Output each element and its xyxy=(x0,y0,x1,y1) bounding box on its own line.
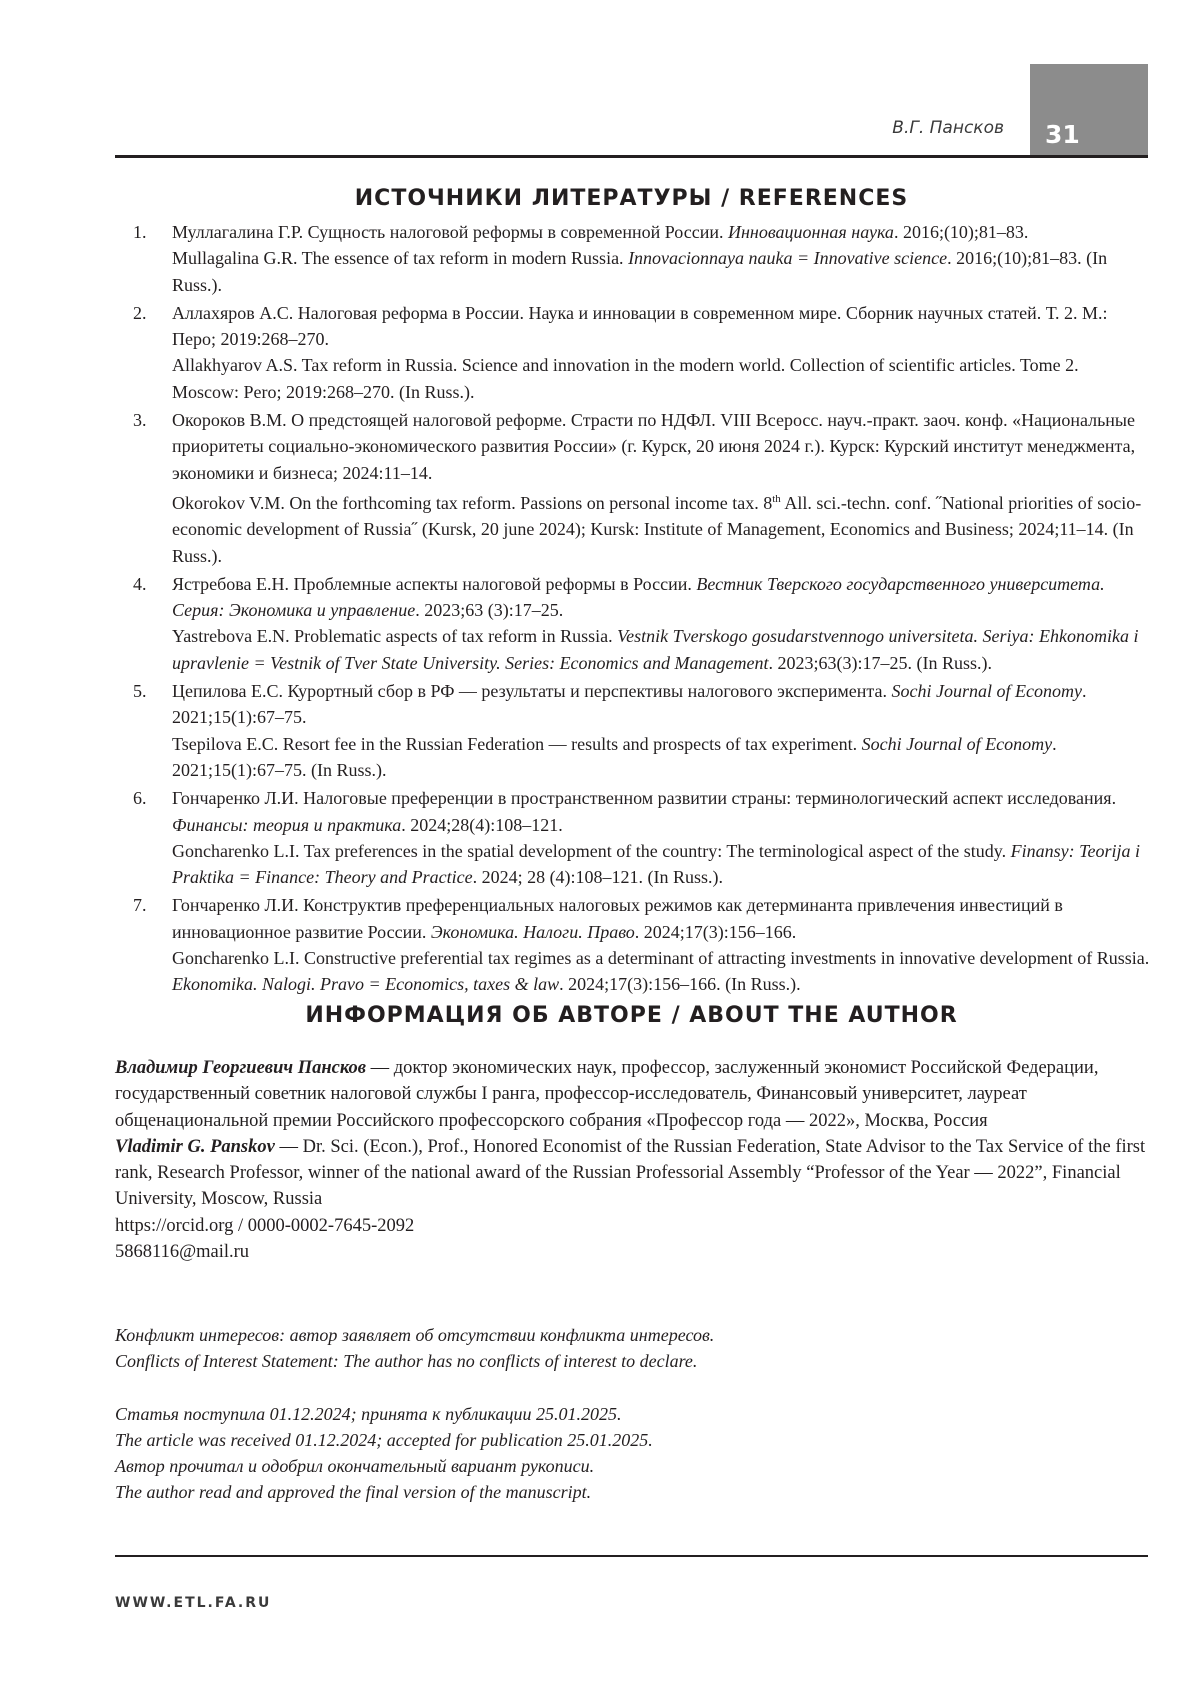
text-run: Okorokov V.M. On the forthcoming tax reform. Passions on personal income tax. 8 xyxy=(172,492,773,513)
italic-run: Вестник Тверского государственного университета. Серия: Экономика и управление xyxy=(172,573,1105,621)
reference-item xyxy=(115,219,1150,298)
text-run: . 2023;63(3):17–25. (In Russ.). xyxy=(768,652,993,673)
reference-en xyxy=(172,945,1150,998)
reference-item xyxy=(115,785,1150,890)
author-info xyxy=(115,1055,1155,1265)
reference-number: 1. xyxy=(133,222,147,242)
reference-number: 4. xyxy=(133,573,147,594)
reference-en xyxy=(172,623,1150,676)
text-run: All. sci.-techn. conf. ˝National priorities of socio-economic development of Russia˝ (Kursk, 20 june 2024); Kursk: Institute of Management, Economics and Business; 2024;11–14. (In Russ.). xyxy=(172,492,1142,566)
references-title: ИСТОЧНИКИ ЛИТЕРАТУРЫ / REFERENCES xyxy=(354,186,909,211)
orcid-link[interactable]: https://orcid.org / 0000-0002-7645-2092 xyxy=(115,1215,415,1236)
text-run: . 2024;17(3):156–166. xyxy=(634,921,797,942)
received-ru: Статья поступила 01.12.2024; принята к публикации 25.01.2025. xyxy=(115,1403,622,1424)
reference-en xyxy=(172,352,1150,405)
article-notes xyxy=(115,1322,1155,1506)
reference-item xyxy=(115,678,1150,783)
text-run: Ястребова Е.Н. Проблемные аспекты налоговой реформы в России. xyxy=(172,573,697,594)
footer-rule xyxy=(115,1555,1148,1557)
reference-en xyxy=(172,486,1150,569)
reference-body xyxy=(172,407,1150,569)
conflict-ru: Конфликт интересов: автор заявляет об отсутствии конфликта интересов. xyxy=(115,1325,715,1345)
reference-ru xyxy=(172,571,1150,624)
reference-en xyxy=(172,731,1150,784)
journal-website-link[interactable]: WWW.ETL.FA.RU xyxy=(115,1595,272,1611)
reference-number: 5. xyxy=(133,681,147,702)
reference-ru xyxy=(172,678,1150,731)
running-header-author: В.Г. Пансков xyxy=(892,118,1004,138)
reference-en xyxy=(172,245,1150,298)
text-run: . 2021;15(1):67–75. (In Russ.). xyxy=(172,733,1057,780)
conflict-en: Conflicts of Interest Statement: The author has no conflicts of interest to declare. xyxy=(115,1351,698,1372)
text-run: Goncharenko L.I. Tax preferences in the spatial development of the country: The terminological aspect of the study. xyxy=(172,840,1011,861)
text-run: . 2016;(10);81–83. xyxy=(893,222,1029,242)
italic-run: Sochi Journal of Economy xyxy=(861,733,1053,754)
text-run: . 2024;28(4):108–121. xyxy=(401,814,563,835)
reference-body xyxy=(172,785,1150,890)
reference-ru xyxy=(172,219,1150,245)
reference-number: 2. xyxy=(133,302,147,323)
text-run: . 2024; 28 (4):108–121. (In Russ.). xyxy=(472,867,724,888)
header-rule xyxy=(115,155,1148,158)
reference-item xyxy=(115,300,1150,405)
italic-run: Innovacionnaya nauka = Innovative science xyxy=(628,248,948,269)
author-name-ru: Владимир Георгиевич Пансков xyxy=(115,1058,367,1078)
text-run: . 2024;17(3):156–166. (In Russ.). xyxy=(559,974,801,995)
text-run: . 2016;(10);81–83. (In Russ.). xyxy=(172,248,1108,295)
author-desc-ru: — доктор экономических наук, профессор, заслуженный экономист Российской Федерации, государственный советник налоговой службы I ранга, профессор-исследователь, Финансовый университет, лауреат общенациональной премии Российского профессорского собрания «Профессор года — 2022», Москва, Россия xyxy=(115,1058,1099,1131)
text-run: Цепилова Е.С. Курортный сбор в РФ — результаты и перспективы налогового эксперимента. xyxy=(172,681,892,702)
text-run: Goncharenko L.I. Constructive preferential tax regimes as a determinant of attracting investments in innovative development of Russia. xyxy=(172,948,1150,969)
reference-number: 3. xyxy=(133,410,147,431)
italic-run: Sochi Journal of Economy xyxy=(891,681,1082,702)
reference-item xyxy=(115,407,1150,569)
reference-body xyxy=(172,892,1150,997)
reference-number: 7. xyxy=(133,895,147,916)
references-list xyxy=(115,219,1150,1000)
reference-ru xyxy=(172,300,1150,353)
author-ru xyxy=(115,1055,1155,1134)
reference-ru xyxy=(172,785,1150,838)
author-en xyxy=(115,1134,1155,1213)
text-run: Аллахяров А.С. Налоговая реформа в России. Наука и инновации в современном мире. Сборник научных статей. Т. 2. М.: Перо; 2019:268–270. xyxy=(172,302,1108,350)
author-email[interactable]: 5868116@mail.ru xyxy=(115,1242,250,1263)
reference-ru xyxy=(172,407,1150,486)
superscript-run: th xyxy=(772,492,781,505)
italic-run: Экономика. Налоги. Право xyxy=(430,921,635,942)
page-number: 31 xyxy=(1045,120,1080,149)
reference-en xyxy=(172,838,1150,891)
reference-number: 6. xyxy=(133,788,147,809)
italic-run: Ekonomika. Nalogi. Pravo = Economics, taxes & law xyxy=(172,974,560,995)
reference-body xyxy=(172,300,1150,405)
reference-item xyxy=(115,892,1150,997)
text-run: Yastrebova E.N. Problematic aspects of tax reform in Russia. xyxy=(172,626,618,647)
italic-run: Финансы: теория и практика xyxy=(172,814,402,835)
text-run: Гончаренко Л.И. Налоговые преференции в пространственном развитии страны: терминологический аспект исследования. xyxy=(172,788,1117,809)
text-run: Mullagalina G.R. The essence of tax reform in modern Russia. xyxy=(172,248,629,269)
text-run: Allakhyarov A.S. Tax reform in Russia. Science and innovation in the modern world. Collection of scientific articles. Tome 2. Moscow: Pero; 2019:268–270. (In Russ.). xyxy=(172,355,1079,402)
italic-run: Finansy: Teorija i Praktika = Finance: Theory and Practice xyxy=(172,840,1140,888)
text-run: Окороков В.М. О предстоящей налоговой реформе. Страсти по НДФЛ. VIII Всеросс. науч.-практ. заоч. конф. «Национальные приоритеты социально-экономического развития России» (г. Курск, 20 июня 2024 г.). Курск: Курский институт менеджмента, экономики и бизнеса; 2024:11–14. xyxy=(172,410,1136,483)
reference-body xyxy=(172,678,1150,783)
author-name-en: Vladimir G. Panskov xyxy=(115,1136,275,1157)
approved-ru: Автор прочитал и одобрил окончательный вариант рукописи. xyxy=(115,1456,595,1477)
reference-ru xyxy=(172,892,1150,945)
text-run: Муллагалина Г.Р. Сущность налоговой реформы в современной России. xyxy=(172,222,728,242)
text-run: . 2023;63 (3):17–25. xyxy=(415,600,564,621)
text-run: Tsepilova E.C. Resort fee in the Russian Federation — results and prospects of tax experiment. xyxy=(172,733,862,754)
author-desc-en: — Dr. Sci. (Econ.), Prof., Honored Economist of the Russian Federation, State Advisor to the Tax Service of the first rank, Research Professor, winner of the national award of the Russian Professorial Assembly “Professor of the Year — 2022”, Financial University, Moscow, Russia xyxy=(115,1136,1146,1210)
italic-run: Инновационная наука xyxy=(728,222,894,242)
italic-run: Vestnik Tverskogo gosudarstvennogo universiteta. Seriya: Ehkonomika i upravlenie = Vestnik of Tver State University. Series: Economics and Management xyxy=(172,626,1139,673)
received-en: The article was received 01.12.2024; accepted for publication 25.01.2025. xyxy=(115,1429,653,1450)
reference-body xyxy=(172,571,1150,676)
reference-body xyxy=(172,219,1150,298)
text-run: . 2021;15(1):67–75. xyxy=(172,681,1087,728)
approved-en: The author read and approved the final version of the manuscript. xyxy=(115,1482,592,1503)
author-title: ИНФОРМАЦИЯ ОБ АВТОРЕ / ABOUT THE AUTHOR xyxy=(305,1003,958,1028)
reference-item xyxy=(115,571,1150,676)
text-run: Гончаренко Л.И. Конструктив преференциальных налоговых режимов как детерминанта привлечения инвестиций в инновационное развитие России. xyxy=(172,895,1063,942)
